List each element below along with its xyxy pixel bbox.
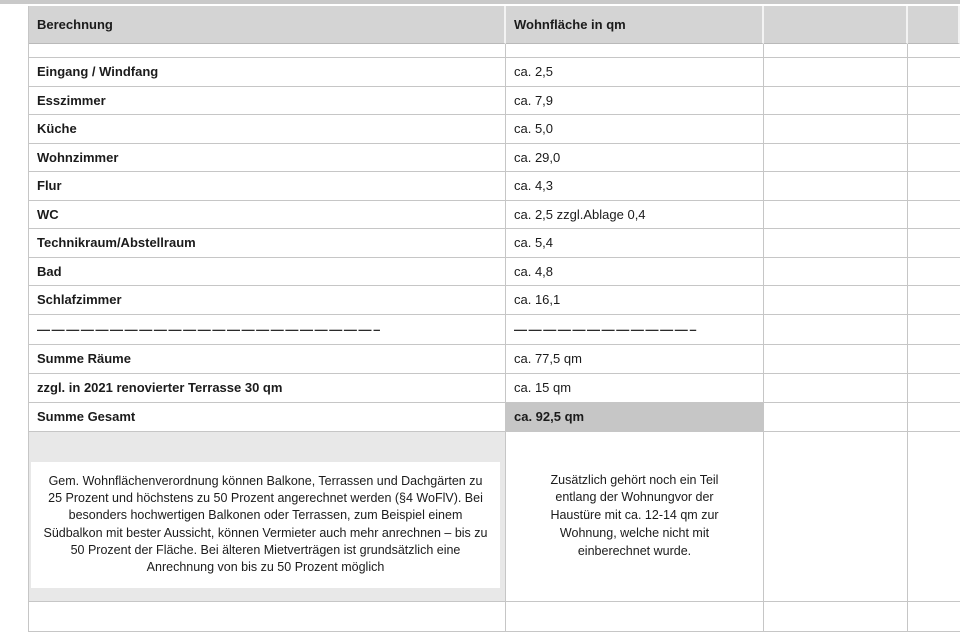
empty-cell xyxy=(908,602,960,632)
empty-cell xyxy=(764,144,908,173)
empty-cell xyxy=(764,286,908,315)
row-label: Esszimmer xyxy=(29,87,506,116)
table-row-flur xyxy=(29,172,960,201)
empty-cell xyxy=(908,374,960,403)
summary-label: zzgl. in 2021 renovierter Terrasse 30 qm xyxy=(29,374,506,403)
header-cell-wohnflaeche: Wohnfläche in qm xyxy=(506,6,764,44)
empty-cell xyxy=(908,58,960,87)
empty-cell xyxy=(764,172,908,201)
row-label: Wohnzimmer xyxy=(29,144,506,173)
empty-cell xyxy=(29,44,506,58)
empty-cell xyxy=(908,172,960,201)
row-label: Eingang / Windfang xyxy=(29,58,506,87)
row-value: ca. 7,9 xyxy=(506,87,764,116)
row-label: Flur xyxy=(29,172,506,201)
empty-cell xyxy=(29,602,506,632)
empty-cell xyxy=(908,229,960,258)
empty-cell xyxy=(506,602,764,632)
empty-cell xyxy=(908,286,960,315)
row-value: ca. 5,0 xyxy=(506,115,764,144)
separator-dashes-left: — — — — — — — — — — — — — — — — — — — — — — — – xyxy=(29,315,506,345)
empty-cell xyxy=(764,58,908,87)
summary-label: Summe Gesamt xyxy=(29,403,506,432)
row-label: Küche xyxy=(29,115,506,144)
empty-cell xyxy=(908,403,960,432)
header-cell-empty xyxy=(764,6,908,44)
summary-total-highlighted: ca. 92,5 qm xyxy=(506,403,764,432)
row-value: ca. 2,5 zzgl.Ablage 0,4 xyxy=(506,201,764,230)
empty-cell xyxy=(764,403,908,432)
empty-cell xyxy=(908,432,960,602)
dashed-separator-row xyxy=(29,315,960,345)
empty-cell xyxy=(764,44,908,58)
empty-cell xyxy=(764,374,908,403)
table-row-technikraum xyxy=(29,229,960,258)
row-value: ca. 4,8 xyxy=(506,258,764,287)
empty-cell xyxy=(908,201,960,230)
table-row-bad xyxy=(29,258,960,287)
empty-cell xyxy=(764,201,908,230)
table-header-row xyxy=(29,6,960,44)
table-row-schlafzimmer xyxy=(29,286,960,315)
header-cell-empty xyxy=(908,6,960,44)
summary-row-raeume xyxy=(29,345,960,374)
bottom-empty-row xyxy=(29,602,960,632)
empty-cell xyxy=(908,258,960,287)
table-row-esszimmer xyxy=(29,87,960,116)
summary-label: Summe Räume xyxy=(29,345,506,374)
empty-cell xyxy=(764,229,908,258)
row-value: ca. 2,5 xyxy=(506,58,764,87)
table-row-wohnzimmer xyxy=(29,144,960,173)
empty-cell xyxy=(764,87,908,116)
table-row-eingang xyxy=(29,58,960,87)
row-label: Schlafzimmer xyxy=(29,286,506,315)
row-value: ca. 5,4 xyxy=(506,229,764,258)
empty-cell xyxy=(908,115,960,144)
additional-area-note-text: Zusätzlich gehört noch ein Teil entlang der Wohnungvor der Haustüre mit ca. 12-14 qm zur Wohnung, welche nicht mit einberechnet wurde. xyxy=(506,432,764,602)
summary-row-gesamt xyxy=(29,403,960,432)
header-cell-berechnung: Berechnung xyxy=(29,6,506,44)
spacer-row xyxy=(29,44,960,58)
empty-cell xyxy=(764,345,908,374)
empty-cell xyxy=(764,432,908,602)
empty-cell xyxy=(764,315,908,345)
note-row xyxy=(29,432,960,602)
summary-value: ca. 15 qm xyxy=(506,374,764,403)
row-label: WC xyxy=(29,201,506,230)
table-row-kueche xyxy=(29,115,960,144)
empty-cell xyxy=(764,115,908,144)
empty-cell xyxy=(506,44,764,58)
row-value: ca. 29,0 xyxy=(506,144,764,173)
summary-row-terrasse xyxy=(29,374,960,403)
empty-cell xyxy=(908,87,960,116)
empty-cell xyxy=(908,345,960,374)
note-cell-regulation xyxy=(29,432,506,602)
empty-cell xyxy=(908,315,960,345)
regulation-note-text: Gem. Wohnflächenverordnung können Balkone, Terrassen und Dachgärten zu 25 Prozent und höchstens zu 50 Prozent angerechnet werden (§4 WoFlV). Bei besonders hochwertigen Balkonen oder Terrassen, zum Beispiel einem Südbalkon mit bester Aussicht, können Vermieter auch mehr anrechnen – bis zu 50 Prozent der Fläche. Bei älteren Mietverträgen ist grundsätzlich eine Anrechnung von bis zu 50 Prozent möglich xyxy=(31,462,500,588)
wohnflaeche-calculation-table xyxy=(28,6,960,632)
empty-cell xyxy=(764,602,908,632)
separator-dashes-right: — — — — — — — — — — — — – xyxy=(506,315,764,345)
row-value: ca. 16,1 xyxy=(506,286,764,315)
empty-cell xyxy=(764,258,908,287)
empty-cell xyxy=(908,144,960,173)
table-row-wc xyxy=(29,201,960,230)
empty-cell xyxy=(908,44,960,58)
row-label: Technikraum/Abstellraum xyxy=(29,229,506,258)
summary-value: ca. 77,5 qm xyxy=(506,345,764,374)
row-value: ca. 4,3 xyxy=(506,172,764,201)
row-label: Bad xyxy=(29,258,506,287)
